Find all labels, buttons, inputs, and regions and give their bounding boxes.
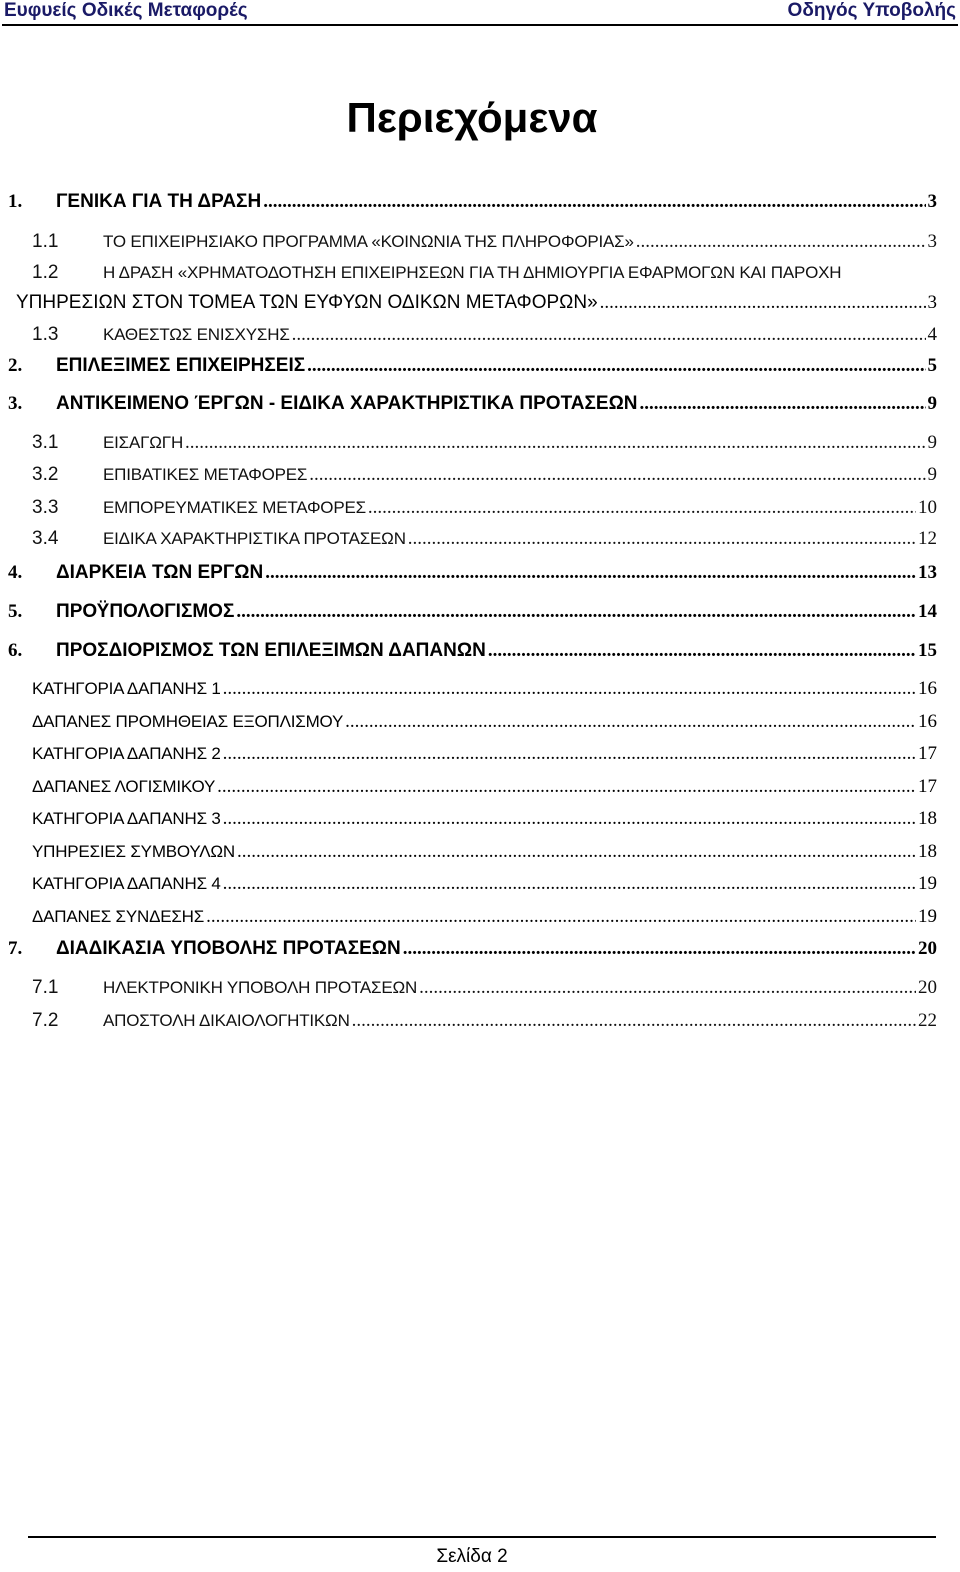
toc-dot-leader: [236, 600, 916, 624]
toc-entry-title: ΠΡΟΣΔΙΟΡΙΣΜΟΣ ΤΩΝ ΕΠΙΛΕΞΙΜΩΝ ΔΑΠΑΝΩΝ: [56, 640, 486, 661]
toc-entry-title: ΓΕΝΙΚΑ ΓΙΑ ΤΗ ΔΡΑΣΗ: [56, 191, 262, 212]
toc-entry-page: 16: [918, 678, 937, 699]
toc-entry[interactable]: [8, 388, 937, 416]
toc-entry[interactable]: [8, 933, 937, 961]
toc-entry-page: 13: [918, 562, 937, 583]
toc-entry[interactable]: [8, 706, 937, 734]
toc-entry-number: 7.1: [32, 977, 59, 998]
toc-entry-page: 12: [918, 528, 937, 549]
toc-entry-page: 14: [918, 601, 937, 622]
toc-entry-page: 9: [927, 432, 937, 453]
toc-entry-number: 1.2: [32, 262, 59, 283]
toc-entry-number: 3.1: [32, 432, 59, 453]
toc-entry-title: ΠΡΟΫΠΟΛΟΓΙΣΜΟΣ: [56, 601, 235, 622]
toc-entry-title: ΑΠΟΣΤΟΛΗ ΔΙΚΑΙΟΛΟΓΗΤΙΚΩΝ: [103, 1011, 350, 1030]
toc-entry-number: 7.2: [32, 1010, 59, 1031]
toc-entry-title: ΑΝΤΙΚΕΙΜΕΝΟ ΈΡΓΩΝ - ΕΙΔΙΚΑ ΧΑΡΑΚΤΗΡΙΣΤΙΚΑ ΠΡΟΤΑΣΕΩΝ: [56, 393, 638, 414]
page-title: Περιεχόμενα: [346, 94, 598, 141]
toc-dot-leader: [237, 840, 916, 864]
toc-dot-leader: [307, 354, 925, 378]
toc-dot-leader: [403, 937, 916, 961]
toc-entry[interactable]: [8, 596, 937, 624]
toc-entry[interactable]: [8, 427, 937, 455]
toc-entry-title: ΕΠΙΛΕΞΙΜΕΣ ΕΠΙΧΕΙΡΗΣΕΙΣ: [56, 355, 306, 376]
header-left-title: Ευφυείς Οδικές Μεταφορές: [4, 0, 248, 21]
toc-entry-page: 17: [918, 776, 937, 797]
footer-divider: [28, 1536, 936, 1538]
toc-entry-page: 4: [927, 324, 937, 345]
toc-entry-title: ΚΑΘΕΣΤΩΣ ΕΝΙΣΧΥΣΗΣ: [103, 325, 290, 344]
toc-entry-title: ΚΑΤΗΓΟΡΙΑ ΔΑΠΑΝΗΣ 1: [32, 679, 221, 698]
page-number: Σελίδα 2: [436, 1546, 508, 1567]
toc-entry-number: 3.: [8, 393, 23, 414]
toc-entry[interactable]: [8, 523, 937, 551]
toc-entry-page: 15: [918, 640, 937, 661]
toc-entry[interactable]: [8, 459, 937, 487]
toc-entry-title: ΚΑΤΗΓΟΡΙΑ ΔΑΠΑΝΗΣ 2: [32, 744, 221, 763]
toc-entry[interactable]: [8, 1005, 937, 1033]
toc-dot-leader: [263, 190, 925, 214]
toc-entry-title: ΥΠΗΡΕΣΙΩΝ ΣΤΟΝ ΤΟΜΕΑ ΤΩΝ ΕΥΦΥΩΝ ΟΔΙΚΩΝ ΜΕΤΑΦΟΡΩΝ»: [16, 292, 598, 313]
toc-entry[interactable]: [8, 557, 937, 585]
toc-entry-page: 22: [918, 1010, 937, 1031]
toc-entry-number: 7.: [8, 938, 23, 959]
toc-entry[interactable]: [8, 738, 937, 766]
header-right-title: Οδηγός Υποβολής: [787, 0, 956, 21]
toc-entry[interactable]: [8, 868, 937, 896]
toc-entry-page: 5: [927, 355, 937, 376]
toc-dot-leader: [223, 742, 916, 766]
toc-entry-title: ΕΙΣΑΓΩΓΗ: [103, 433, 184, 452]
toc-dot-leader: [292, 323, 926, 347]
toc-dot-leader: [345, 710, 916, 734]
toc-entry[interactable]: [8, 771, 937, 799]
toc-entry-title: Η ΔΡΑΣΗ «ΧΡΗΜΑΤΟΔΟΤΗΣΗ ΕΠΙΧΕΙΡΗΣΕΩΝ ΓΙΑ ΤΗ ΔΗΜΙΟΥΡΓΙΑ ΕΦΑΡΜΟΓΩΝ ΚΑΙ ΠΑΡΟΧΗ: [103, 263, 842, 282]
toc-entry-title: ΕΠΙΒΑΤΙΚΕΣ ΜΕΤΑΦΟΡΕΣ: [103, 465, 308, 484]
toc-entry-page: 19: [918, 906, 937, 927]
toc-dot-leader: [488, 639, 916, 663]
toc-dot-leader: [368, 496, 916, 520]
toc-entry[interactable]: [8, 226, 937, 254]
toc-entry-number: 3.2: [32, 464, 59, 485]
toc-entry-number: 1.3: [32, 324, 59, 345]
toc-dot-leader: [419, 976, 916, 1000]
toc-entry-number: 4.: [8, 562, 23, 583]
toc-entry[interactable]: [8, 350, 937, 378]
toc-entry-title: ΔΙΑΡΚΕΙΑ ΤΩΝ ΕΡΓΩΝ: [56, 562, 264, 583]
toc-entry-number: 3.4: [32, 528, 59, 549]
toc-entry[interactable]: [8, 186, 937, 214]
toc-entry-number: 5.: [8, 601, 23, 622]
toc-entry-page: 3: [927, 191, 937, 212]
toc-entry-title: ΔΑΠΑΝΕΣ ΠΡΟΜΗΘΕΙΑΣ ΕΞΟΠΛΙΣΜΟΥ: [32, 712, 344, 731]
toc-dot-leader: [408, 527, 916, 551]
toc-entry[interactable]: [8, 803, 937, 831]
toc-entry-page: 17: [918, 743, 937, 764]
toc-entry-title: ΔΙΑΔΙΚΑΣΙΑ ΥΠΟΒΟΛΗΣ ΠΡΟΤΑΣΕΩΝ: [56, 938, 401, 959]
toc-dot-leader: [185, 431, 925, 455]
toc-entry-page: 9: [927, 393, 937, 414]
toc-dot-leader: [309, 463, 925, 487]
toc-entry-page: 18: [918, 808, 937, 829]
toc-entry-number: 1.1: [32, 231, 59, 252]
toc-entry-page: 16: [918, 711, 937, 732]
toc-entry[interactable]: [8, 635, 937, 663]
toc-entry[interactable]: [8, 972, 937, 1000]
page-header: [0, 0, 960, 26]
toc-entry[interactable]: [8, 319, 937, 347]
toc-dot-leader: [217, 775, 916, 799]
toc-dot-leader: [206, 905, 916, 929]
toc-entry-title: ΗΛΕΚΤΡΟΝΙΚΗ ΥΠΟΒΟΛΗ ΠΡΟΤΑΣΕΩΝ: [103, 978, 418, 997]
toc-dot-leader: [640, 392, 926, 416]
toc-dot-leader: [265, 561, 916, 585]
toc-dot-leader: [352, 1009, 916, 1033]
toc-entry-page: 3: [927, 231, 937, 252]
toc-dot-leader: [223, 807, 916, 831]
toc-entry-page: 20: [918, 977, 937, 998]
toc-entry-title: ΕΙΔΙΚΑ ΧΑΡΑΚΤΗΡΙΣΤΙΚΑ ΠΡΟΤΑΣΕΩΝ: [103, 529, 406, 548]
toc-entry-page: 9: [927, 464, 937, 485]
toc-dot-leader: [636, 230, 926, 254]
toc-dot-leader: [600, 291, 926, 315]
toc-entry-page: 3: [927, 292, 937, 313]
toc-dot-leader: [223, 872, 916, 896]
toc-entry-title: ΚΑΤΗΓΟΡΙΑ ΔΑΠΑΝΗΣ 4: [32, 874, 221, 893]
toc-entry-page: 18: [918, 841, 937, 862]
toc-entry-title: ΕΜΠΟΡΕΥΜΑΤΙΚΕΣ ΜΕΤΑΦΟΡΕΣ: [103, 498, 366, 517]
toc-entry[interactable]: [8, 901, 937, 929]
toc-dot-leader: [223, 677, 916, 701]
toc-entry[interactable]: [8, 287, 937, 315]
toc-entry[interactable]: [8, 492, 937, 520]
toc-entry-title: ΤΟ ΕΠΙΧΕΙΡΗΣΙΑΚΟ ΠΡΟΓΡΑΜΜΑ «ΚΟΙΝΩΝΙΑ ΤΗΣ ΠΛΗΡΟΦΟΡΙΑΣ»: [103, 232, 634, 251]
toc-entry-page: 10: [918, 497, 937, 518]
toc-entry[interactable]: [8, 257, 937, 285]
toc-entry-number: 3.3: [32, 497, 59, 518]
toc-entry-page: 19: [918, 873, 937, 894]
toc-entry[interactable]: [8, 836, 937, 864]
toc-entry-number: 2.: [8, 355, 23, 376]
toc-entry-title: ΔΑΠΑΝΕΣ ΣΥΝΔΕΣΗΣ: [32, 907, 205, 926]
toc-entry[interactable]: [8, 673, 937, 701]
toc-entry-number: 1.: [8, 191, 23, 212]
header-divider: [2, 24, 958, 26]
toc-entry-title: ΔΑΠΑΝΕΣ ΛΟΓΙΣΜΙΚΟΥ: [32, 777, 216, 796]
toc-entry-title: ΚΑΤΗΓΟΡΙΑ ΔΑΠΑΝΗΣ 3: [32, 809, 221, 828]
toc-entry-number: 6.: [8, 640, 23, 661]
toc-entry-page: 20: [918, 938, 937, 959]
toc-entry-title: ΥΠΗΡΕΣΙΕΣ ΣΥΜΒΟΥΛΩΝ: [32, 842, 236, 861]
